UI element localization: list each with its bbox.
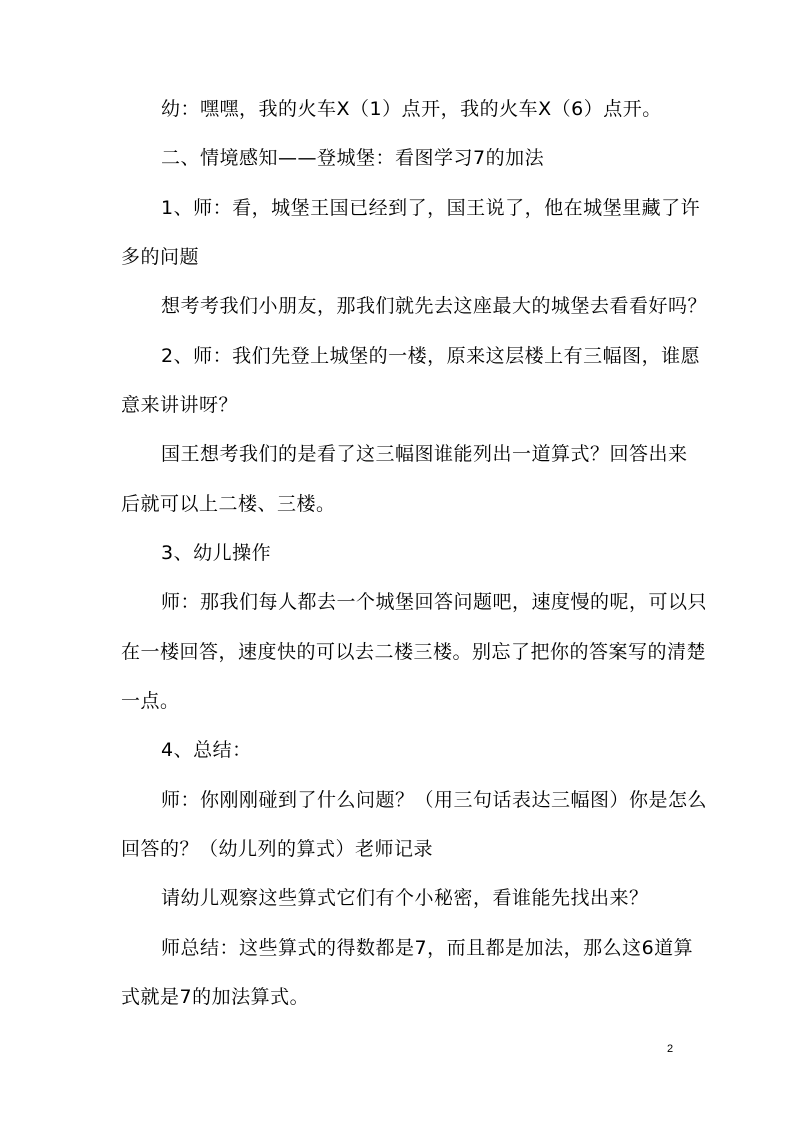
step-4-line-2: 回答的？（幼儿列的算式）老师记录 <box>121 838 434 860</box>
step-2-line-2: 意来讲讲呀？ <box>121 394 239 416</box>
step-3-heading: 3、幼儿操作 <box>161 542 272 564</box>
dialogue-line-train: 幼：嘿嘿，我的火车X（1）点开，我的火车X（6）点开。 <box>161 98 662 120</box>
step-4-heading: 4、总结： <box>161 739 252 761</box>
paragraph-secret: 请幼儿观察这些算式它们有个小秘密，看谁能先找出来？ <box>161 887 649 909</box>
summary-line-1: 师总结：这些算式的得数都是7，而且都是加法，那么这6道算 <box>161 937 694 959</box>
paragraph-king-line-2: 后就可以上二楼、三楼。 <box>121 493 336 515</box>
page-number: 2 <box>667 1043 674 1055</box>
paragraph-invitation: 想考考我们小朋友，那我们就先去这座最大的城堡去看看好吗？ <box>161 295 708 317</box>
step-2-line-1: 2、师：我们先登上城堡的一楼，原来这层楼上有三幅图，谁愿 <box>161 345 701 367</box>
step-3-line-2: 在一楼回答，速度快的可以去二楼三楼。别忘了把你的答案写的清楚 <box>121 641 707 663</box>
step-1-line-1: 1、师：看，城堡王国已经到了，国王说了，他在城堡里藏了许 <box>161 197 701 219</box>
paragraph-king-line-1: 国王想考我们的是看了这三幅图谁能列出一道算式？回答出来 <box>161 443 688 465</box>
step-1-line-2: 多的问题 <box>121 246 200 268</box>
section-heading-castle: 二、情境感知——登城堡：看图学习7的加法 <box>161 147 545 169</box>
step-3-line-1: 师：那我们每人都去一个城堡回答问题吧，速度慢的呢，可以只 <box>161 591 708 613</box>
summary-line-2: 式就是7的加法算式。 <box>121 986 310 1008</box>
step-4-line-1: 师：你刚刚碰到了什么问题？（用三句话表达三幅图）你是怎么 <box>161 789 708 811</box>
step-3-line-3: 一点。 <box>121 690 180 712</box>
